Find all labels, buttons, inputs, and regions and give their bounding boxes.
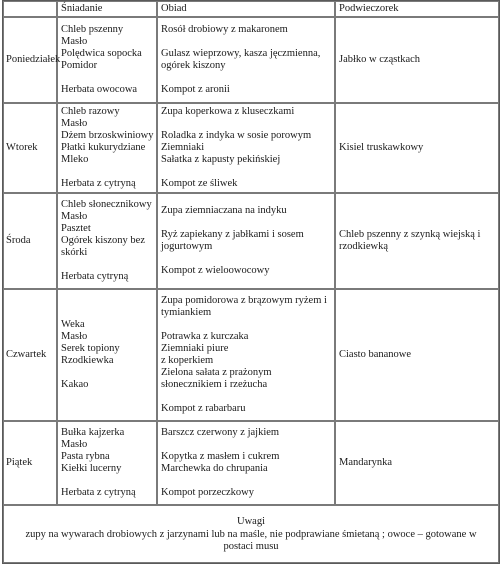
table-row <box>3 103 499 193</box>
menu-item: Rosół drobiowy z makaronem <box>161 24 288 35</box>
menu-item: skórki <box>61 247 88 258</box>
breakfast-cell <box>57 103 157 193</box>
table-row <box>3 17 499 103</box>
notes-cell <box>3 505 499 563</box>
spacer <box>61 166 153 178</box>
notes-row <box>3 505 499 563</box>
menu-item: Pomidor <box>61 60 98 71</box>
spacer <box>61 259 153 271</box>
menu-item: Marchewka do chrupania <box>161 463 268 474</box>
breakfast-cell <box>57 421 157 505</box>
menu-item: Ogórek kiszony bez <box>61 235 145 246</box>
menu-item: Chleb słonecznikowy <box>61 199 152 210</box>
table-row <box>3 193 499 289</box>
menu-item: Płatki kukurydziane <box>61 142 146 153</box>
menu-item: Chleb razowy <box>61 106 120 117</box>
spacer <box>161 118 331 130</box>
menu-item: Pasta rybna <box>61 451 110 462</box>
spacer <box>161 391 331 403</box>
menu-item: Zupa ziemniaczana na indyku <box>161 205 287 216</box>
spacer <box>161 319 331 331</box>
menu-item: Polędwica sopocka <box>61 48 142 59</box>
menu-item: Bułka kajzerka <box>61 427 125 438</box>
header-breakfast: Śniadanie <box>57 1 157 17</box>
menu-item: Kompot porzeczkowy <box>161 487 255 498</box>
table-row <box>3 289 499 421</box>
menu-item: Potrawka z kurczaka <box>161 331 249 342</box>
menu-item: Pasztet <box>61 223 91 234</box>
spacer <box>161 36 331 48</box>
menu-item: Chleb pszenny <box>61 24 124 35</box>
weekly-menu-table <box>2 0 500 564</box>
menu-item: Sałatka z kapusty pekińskiej <box>161 154 281 165</box>
spacer <box>161 217 331 229</box>
menu-item: z koperkiem <box>161 355 214 366</box>
menu-item: Herbata z cytryną <box>61 487 136 498</box>
day-name: Środa <box>3 193 57 289</box>
menu-item: Herbata owocowa <box>61 84 138 95</box>
spacer <box>61 475 153 487</box>
menu-item: Herbata z cytryną <box>61 178 136 189</box>
menu-item: Ziemniaki piure <box>161 343 229 354</box>
spacer <box>161 439 331 451</box>
table-row <box>3 421 499 505</box>
menu-item: Zupa pomidorowa z brązowym ryżem i <box>161 295 327 306</box>
menu-item: Zupa koperkowa z kluseczkami <box>161 106 295 117</box>
snack-cell: Kisiel truskawkowy <box>335 103 499 193</box>
menu-item: Kompot z aronii <box>161 84 230 95</box>
lunch-cell <box>157 193 335 289</box>
menu-item: Ryż zapiekany z jabłkami i sosem <box>161 229 304 240</box>
header-day <box>3 1 57 17</box>
menu-item: ogórek kiszony <box>161 60 226 71</box>
menu-item: Gulasz wieprzowy, kasza jęczmienna, <box>161 48 321 59</box>
menu-item: Roladka z indyka w sosie porowym <box>161 130 312 141</box>
spacer <box>161 166 331 178</box>
spacer <box>161 475 331 487</box>
menu-item: Zielona sałata z prażonym <box>161 367 272 378</box>
menu-item: słonecznikiem i rzeżucha <box>161 379 268 390</box>
menu-item: Masło <box>61 211 88 222</box>
day-name: Poniedziałek <box>3 17 57 103</box>
header-lunch: Obiad <box>157 1 335 17</box>
menu-item: jogurtowym <box>161 241 213 252</box>
menu-item: Serek topiony <box>61 343 120 354</box>
snack-cell: Mandarynka <box>335 421 499 505</box>
breakfast-cell <box>57 17 157 103</box>
breakfast-cell <box>57 193 157 289</box>
snack-cell: Chleb pszenny z szynką wiejską i rzodkiewką <box>335 193 499 289</box>
menu-item: Masło <box>61 118 88 129</box>
header-snack: Podwieczorek <box>335 1 499 17</box>
menu-item: Kiełki lucerny <box>61 463 122 474</box>
menu-item: Rzodkiewka <box>61 355 114 366</box>
table-header-row <box>3 1 499 17</box>
menu-item: Kompot ze śliwek <box>161 178 238 189</box>
notes-title: Uwagi <box>237 515 265 527</box>
snack-cell: Ciasto bananowe <box>335 289 499 421</box>
lunch-cell <box>157 103 335 193</box>
menu-item: Masło <box>61 331 88 342</box>
menu-item: Mleko <box>61 154 89 165</box>
snack-cell: Jabłko w cząstkach <box>335 17 499 103</box>
day-name: Czwartek <box>3 289 57 421</box>
menu-item: Masło <box>61 439 88 450</box>
spacer <box>161 72 331 84</box>
menu-item: Masło <box>61 36 88 47</box>
menu-item: Herbata cytryną <box>61 271 129 282</box>
day-name: Wtorek <box>3 103 57 193</box>
notes-text: zupy na wywarach drobiowych z jarzynami lub na maśle, nie podprawiane śmietaną ; owoce – gotowane w postaci musu <box>25 528 477 552</box>
menu-item: Barszcz czerwony z jajkiem <box>161 427 280 438</box>
spacer <box>161 253 331 265</box>
menu-item: Ziemniaki <box>161 142 205 153</box>
menu-item: Kopytka z masłem i cukrem <box>161 451 280 462</box>
spacer <box>61 72 153 84</box>
menu-item: Kompot z wieloowocowy <box>161 265 270 276</box>
menu-item: Kompot z rabarbaru <box>161 403 246 414</box>
menu-item: tymiankiem <box>161 307 212 318</box>
menu-item: Weka <box>61 319 85 330</box>
menu-item: Kakao <box>61 379 89 390</box>
menu-item: Dżem brzoskwiniowy <box>61 130 154 141</box>
spacer <box>61 367 153 379</box>
breakfast-cell <box>57 289 157 421</box>
lunch-cell <box>157 289 335 421</box>
lunch-cell <box>157 421 335 505</box>
lunch-cell <box>157 17 335 103</box>
day-name: Piątek <box>3 421 57 505</box>
